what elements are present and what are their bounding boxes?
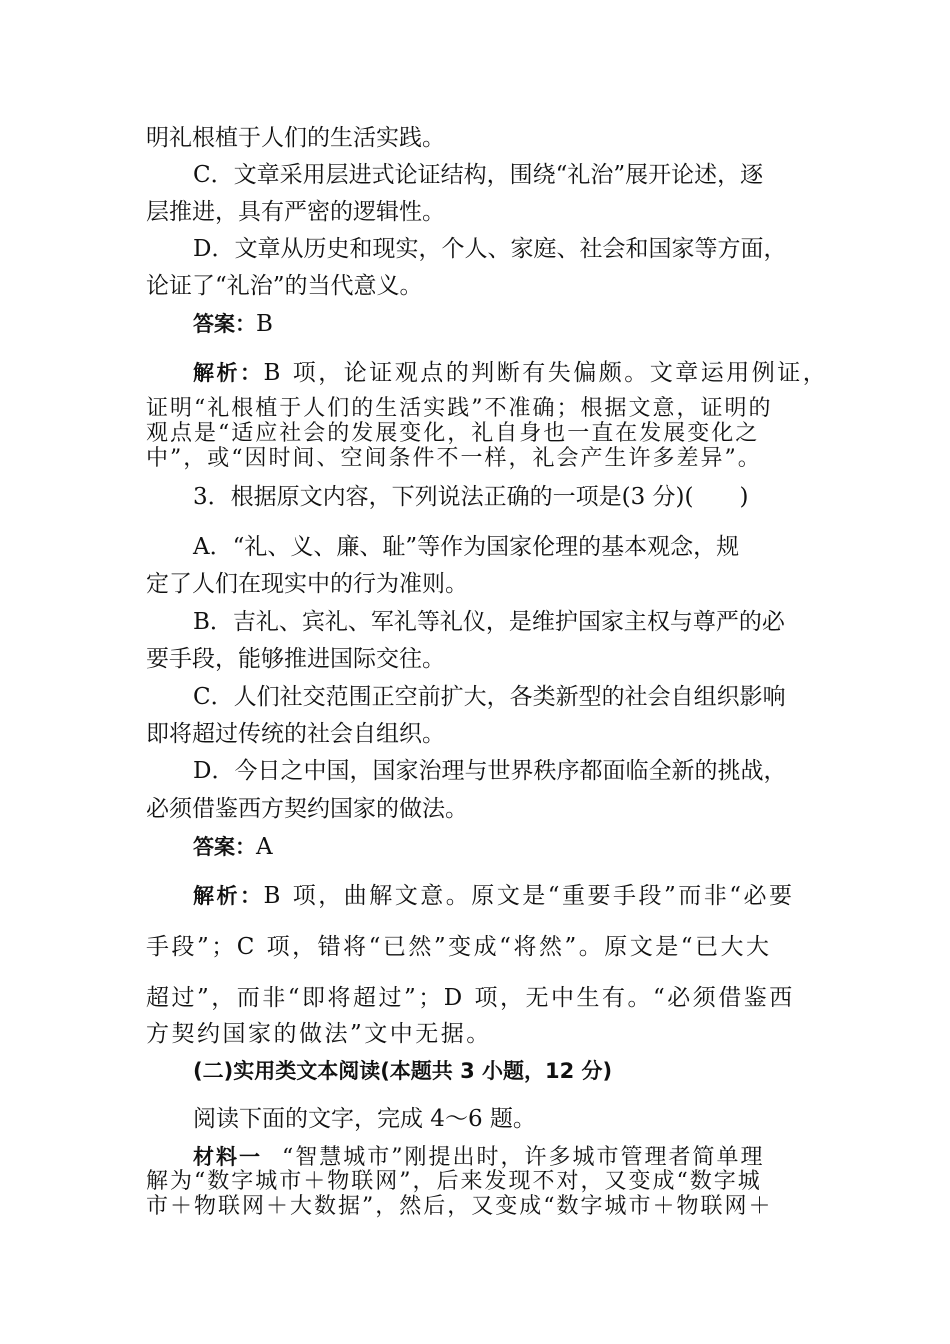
instruction-line: 阅读下面的文字，完成 4～6 题。 bbox=[193, 1106, 536, 1132]
material-line bbox=[193, 1145, 765, 1170]
question-3: 3．根据原文内容，下列说法正确的一项是(3 分)( ) bbox=[193, 484, 749, 510]
option-c: C．文章采用层进式论证结构，围绕“礼治”展开论述，逐 bbox=[193, 162, 764, 188]
analysis-label: 解析： bbox=[193, 361, 264, 385]
analysis-line bbox=[193, 882, 795, 910]
text-line: 明礼根植于人们的生活实践。 bbox=[146, 125, 445, 151]
text-line: 即将超过传统的社会自组织。 bbox=[146, 721, 445, 747]
text-line: 方契约国家的做法”文中无据。 bbox=[146, 1021, 492, 1047]
text-line: 中”，或“因时间、空间条件不一样，礼会产生许多差异”。 bbox=[146, 446, 762, 471]
option-c: C．人们社交范围正空前扩大，各类新型的社会自组织影响 bbox=[193, 684, 786, 710]
text-line: 层推进，具有严密的逻辑性。 bbox=[146, 199, 445, 225]
text-line: 市＋物联网＋大数据”，然后，又变成“数字城市＋物联网＋ bbox=[146, 1194, 773, 1219]
text-line: 超过”，而非“即将超过”；D 项，无中生有。“必须借鉴西 bbox=[146, 985, 795, 1011]
text-line: 观点是“适应社会的发展变化，礼自身也一直在发展变化之 bbox=[146, 421, 760, 446]
material-label: 材料一 bbox=[193, 1145, 262, 1169]
answer-label: 答案： bbox=[193, 835, 256, 859]
text-line: 手段”；C 项，错将“已然”变成“将然”。原文是“已大大 bbox=[146, 934, 772, 960]
answer-line bbox=[193, 310, 273, 338]
option-a: A．“礼、义、廉、耻”等作为国家伦理的基本观念，规 bbox=[193, 534, 740, 560]
analysis-line bbox=[193, 359, 828, 387]
answer-value: B bbox=[256, 311, 273, 337]
text-line: 要手段，能够推进国际交往。 bbox=[146, 646, 445, 672]
text-line: 必须借鉴西方契约国家的做法。 bbox=[146, 796, 468, 822]
material-text: “智慧城市”刚提出时，许多城市管理者简单理 bbox=[282, 1145, 765, 1170]
answer-value: A bbox=[256, 834, 273, 860]
answer-label: 答案： bbox=[193, 312, 256, 336]
option-d: D．今日之中国，国家治理与世界秩序都面临全新的挑战， bbox=[193, 758, 787, 784]
text-line: 解为“数字城市＋物联网”，后来发现不对，又变成“数字城 bbox=[146, 1169, 762, 1194]
text-line: 论证了“礼治”的当代意义。 bbox=[146, 273, 423, 299]
section-heading: (二)实用类文本阅读(本题共 3 小题，12 分) bbox=[193, 1059, 613, 1083]
text-line: 定了人们在现实中的行为准则。 bbox=[146, 571, 468, 597]
answer-line bbox=[193, 833, 273, 861]
analysis-label: 解析： bbox=[193, 884, 264, 908]
option-d: D．文章从历史和现实，个人、家庭、社会和国家等方面， bbox=[193, 236, 787, 262]
text-line: 证明“礼根植于人们的生活实践”不准确；根据文意，证明的 bbox=[146, 396, 773, 421]
analysis-text: B 项，曲解文意。原文是“重要手段”而非“必要 bbox=[263, 883, 795, 909]
analysis-text: B 项，论证观点的判断有失偏颇。文章运用例证， bbox=[263, 360, 829, 386]
option-b: B．吉礼、宾礼、军礼等礼仪，是维护国家主权与尊严的必 bbox=[193, 609, 785, 635]
